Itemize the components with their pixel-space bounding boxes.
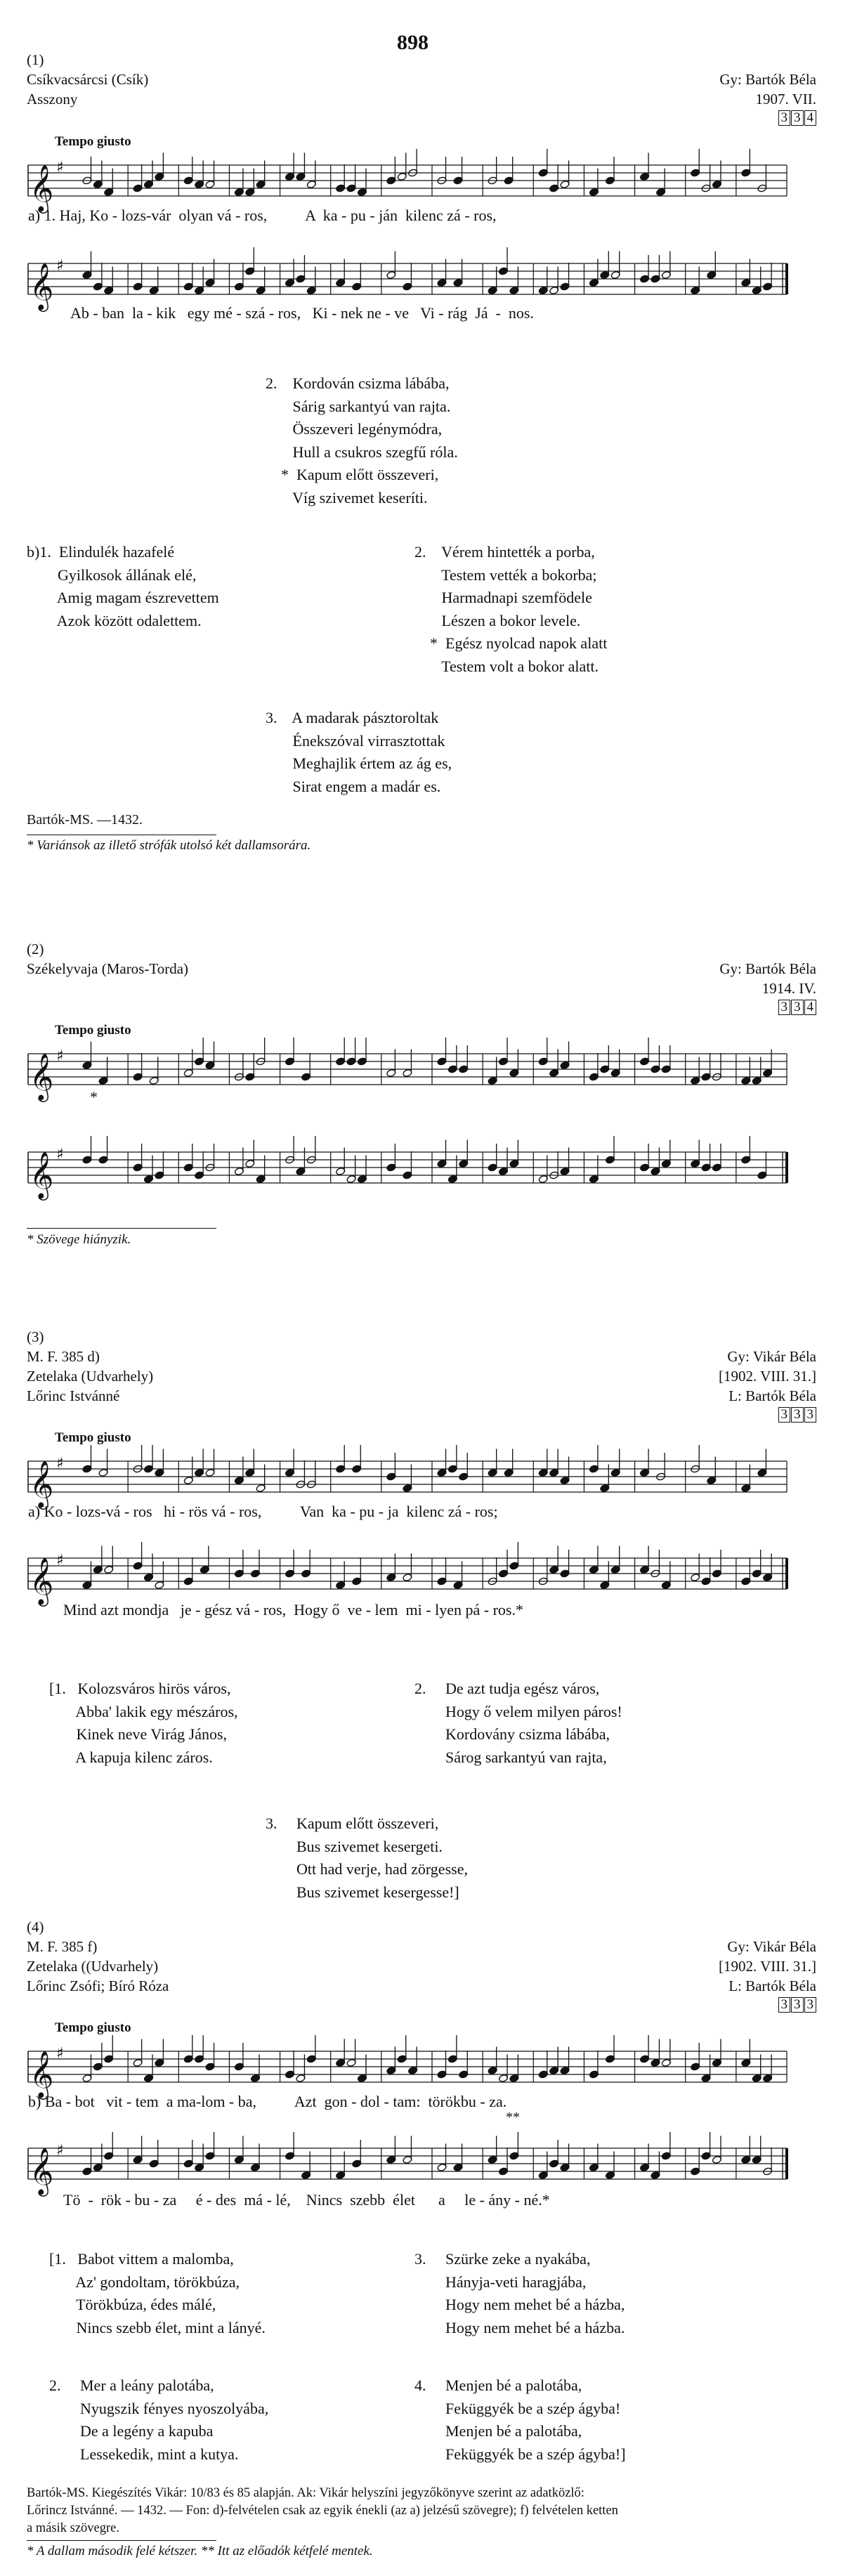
song-1-verse-b2: 2. Vérem hintették a porba, Testem vették a bokorba; Harmadnapi szemfödele Lészen a bokor levele. * Egész nyolcad napok alatt Testem volt a bokor alatt. — [414, 543, 608, 675]
song-4-place: Zetelaka ((Udvarhely) — [27, 1958, 159, 1975]
song-4-catalog: M. F. 385 f) — [27, 1938, 98, 1955]
song-2-star-marker: * — [90, 1088, 98, 1106]
song-4-transcriber: L: Bartók Béla — [728, 1977, 816, 1994]
song-3-transcriber: L: Bartók Béla — [728, 1387, 816, 1404]
song-2-footnote: * Szövege hiányzik. — [27, 1232, 131, 1247]
song-4-tempo: Tempo giusto — [55, 2020, 131, 2035]
song-4-staff-1 — [0, 2037, 801, 2100]
song-3-meter: 3 3 3 — [778, 1406, 817, 1423]
song-1-staff-1 — [0, 151, 801, 214]
song-4-collector: Gy: Vikár Béla — [727, 1938, 816, 1955]
svg-text:♯: ♯ — [56, 257, 64, 275]
song-4-verse-1: [1. Babot vittem a malomba, Az' gondoltam, törökbúza, Törökbúza, édes málé, Nincs szebb élet, mint a lányé. — [49, 2250, 266, 2336]
song-3-number: (3) — [27, 1328, 44, 1345]
svg-text:♯: ♯ — [56, 2142, 64, 2159]
song-1-place: Csíkvacsárcsi (Csík) — [27, 71, 149, 88]
song-4-number: (4) — [27, 1918, 44, 1935]
svg-text:♯: ♯ — [56, 1552, 64, 1569]
svg-text:♯: ♯ — [56, 1455, 64, 1472]
song-1-number: (1) — [27, 51, 44, 68]
song-1-lyric-line-2: Ab - ban la - kik egy mé - szá - ros, Ki - nek ne - ve Vi - rág Já - nos. — [70, 304, 534, 322]
song-4-verse-4: 4. Menjen bé a palotába, Feküggyék be a szép ágyba! Menjen bé a palotába, Feküggyék be a szép ágyba!] — [414, 2376, 626, 2463]
svg-text:♯: ♯ — [56, 1047, 64, 1065]
svg-text:♯: ♯ — [56, 1146, 64, 1163]
song-4-singers: Lőrinc Zsófi; Bíró Róza — [27, 1977, 169, 1994]
song-3-lyric-line-2: Mind azt mondja je - gész vá - ros, Hogy ő ve - lem mi - lyen pá - ros.* — [63, 1601, 523, 1619]
svg-text:♯: ♯ — [56, 159, 64, 176]
song-2-tempo: Tempo giusto — [55, 1023, 131, 1038]
svg-text:♯: ♯ — [56, 2045, 64, 2062]
svg-text:𝄞: 𝄞 — [30, 1460, 54, 1508]
song-1-verse-b3: 3. A madarak pásztoroltak Énekszóval virrasztottak Meghajlik értem az ág es, Sirat engem a madár es. — [266, 709, 452, 795]
song-4-footnote: * A dallam második felé kétszer. ** Itt az előadók kétfelé mentek. — [27, 2544, 373, 2558]
song-1-lyric-line-1: a) 1. Haj, Ko - lozs-vár olyan vá - ros, A ka - pu - ján kilenc zá - ros, — [28, 207, 497, 224]
svg-text:𝄞: 𝄞 — [30, 2147, 54, 2195]
song-4-verse-2: 2. Mer a leány palotába, Nyugszik fényes nyoszolyába, De a legény a kapuba Lessekedik, mint a kutya. — [49, 2376, 269, 2463]
song-1-verse-2: 2. Kordován csizma lábába, Sárig sarkantyú van rajta. Összeveri legénymódra, Hull a csukros szegfű róla. * Kapum előtt összeveri, Víg szivemet keseríti. — [266, 374, 458, 506]
song-4-footnote-rule — [27, 2540, 216, 2541]
song-3-staff-1 — [0, 1447, 801, 1510]
song-1-singer: Asszony — [27, 91, 78, 107]
song-4-source-line-2: Lőrincz Istvánné. — 1432. — Fon: d)-felvételen csak az egyik énekli (az a) jelzésű szövegre); f) felvételen ketten — [27, 2504, 618, 2518]
song-2-staff-1 — [0, 1040, 801, 1103]
song-3-catalog: M. F. 385 d) — [27, 1348, 100, 1365]
page-number: 898 — [397, 31, 429, 54]
song-4-staff-2 — [0, 2134, 801, 2197]
song-1-tempo: Tempo giusto — [55, 134, 131, 149]
song-3-staff-2 — [0, 1544, 801, 1607]
song-4-double-star: ** — [506, 2110, 520, 2125]
song-4-meter: 3 3 3 — [778, 1996, 817, 2013]
svg-text:𝄞: 𝄞 — [30, 1151, 54, 1198]
song-4-source-line-1: Bartók-MS. Kiegészítés Vikár: 10/83 és 85 alapján. Ak: Vikár helyszíni jegyzőkönyve szerint az adatközlő: — [27, 2486, 584, 2500]
song-3-verse-2: 2. De azt tudja egész város, Hogy ő velem milyen páros! Kordovány csizma lábába, Sárog sarkantyú van rajta, — [414, 1680, 622, 1766]
svg-text:𝄞: 𝄞 — [30, 2050, 54, 2098]
song-4-lyric-line-1: b) Ba - bot vit - tem a ma-lom - ba, Azt gon - dol - tam: törökbu - za. — [28, 2093, 507, 2110]
song-3-place: Zetelaka (Udvarhely) — [27, 1368, 154, 1385]
song-4-verse-3: 3. Szürke zeke a nyakába, Hányja-veti haragjába, Hogy nem mehet bé a házba, Hogy nem mehet bé a házba. — [414, 2250, 625, 2336]
song-2-staff-2 — [0, 1138, 801, 1201]
song-3-lyric-line-1: a) Ko - lozs-vá - ros hi - rös vá - ros, Van ka - pu - ja kilenc zá - ros; — [28, 1503, 498, 1520]
song-4-source-line-3: a másik szövegre. — [27, 2521, 120, 2535]
song-1-date: 1907. VII. — [755, 91, 816, 107]
song-1-footnote: * Variánsok az illető strófák utolsó két dallamsorára. — [27, 838, 311, 853]
song-2-number: (2) — [27, 941, 44, 957]
song-3-verse-3: 3. Kapum előtt összeveri, Bus szivemet kesergeti. Ott had verje, had zörgesse, Bus szivemet kesergesse!] — [266, 1815, 468, 1901]
song-2-date: 1914. IV. — [762, 980, 816, 997]
song-2-place: Székelyvaja (Maros-Torda) — [27, 960, 189, 977]
song-3-tempo: Tempo giusto — [55, 1430, 131, 1445]
svg-text:𝄞: 𝄞 — [30, 164, 54, 211]
song-2-footnote-rule — [27, 1228, 216, 1229]
song-3-singer: Lőrinc Istvánné — [27, 1387, 120, 1404]
song-2-meter: 3 3 4 — [778, 999, 817, 1016]
song-3-collector: Gy: Vikár Béla — [727, 1348, 816, 1365]
song-1-verse-b1: b)1. Elindulék hazafelé Gyilkosok állának elé, Amig magam észrevettem Azok között odalettem. — [27, 543, 219, 629]
song-3-verse-1: [1. Kolozsváros hirös város, Abba' lakik egy mészáros, Kinek neve Virág János, A kapuja kilenc záros. — [49, 1680, 238, 1766]
svg-text:𝄞: 𝄞 — [30, 1052, 54, 1100]
song-1-meter: 3 3 4 — [778, 110, 817, 126]
song-3-date: [1902. VIII. 31.] — [718, 1368, 816, 1385]
song-4-lyric-line-2: Tö - rök - bu - za é - des má - lé, Nincs szebb élet a le - ány - né.* — [63, 2191, 550, 2209]
svg-text:𝄞: 𝄞 — [30, 1557, 54, 1604]
song-4-date: [1902. VIII. 31.] — [718, 1958, 816, 1975]
song-1-source: Bartók-MS. —1432. — [27, 812, 143, 828]
song-2-collector: Gy: Bartók Béla — [719, 960, 816, 977]
svg-text:𝄞: 𝄞 — [30, 262, 54, 310]
song-1-collector: Gy: Bartók Béla — [719, 71, 816, 88]
